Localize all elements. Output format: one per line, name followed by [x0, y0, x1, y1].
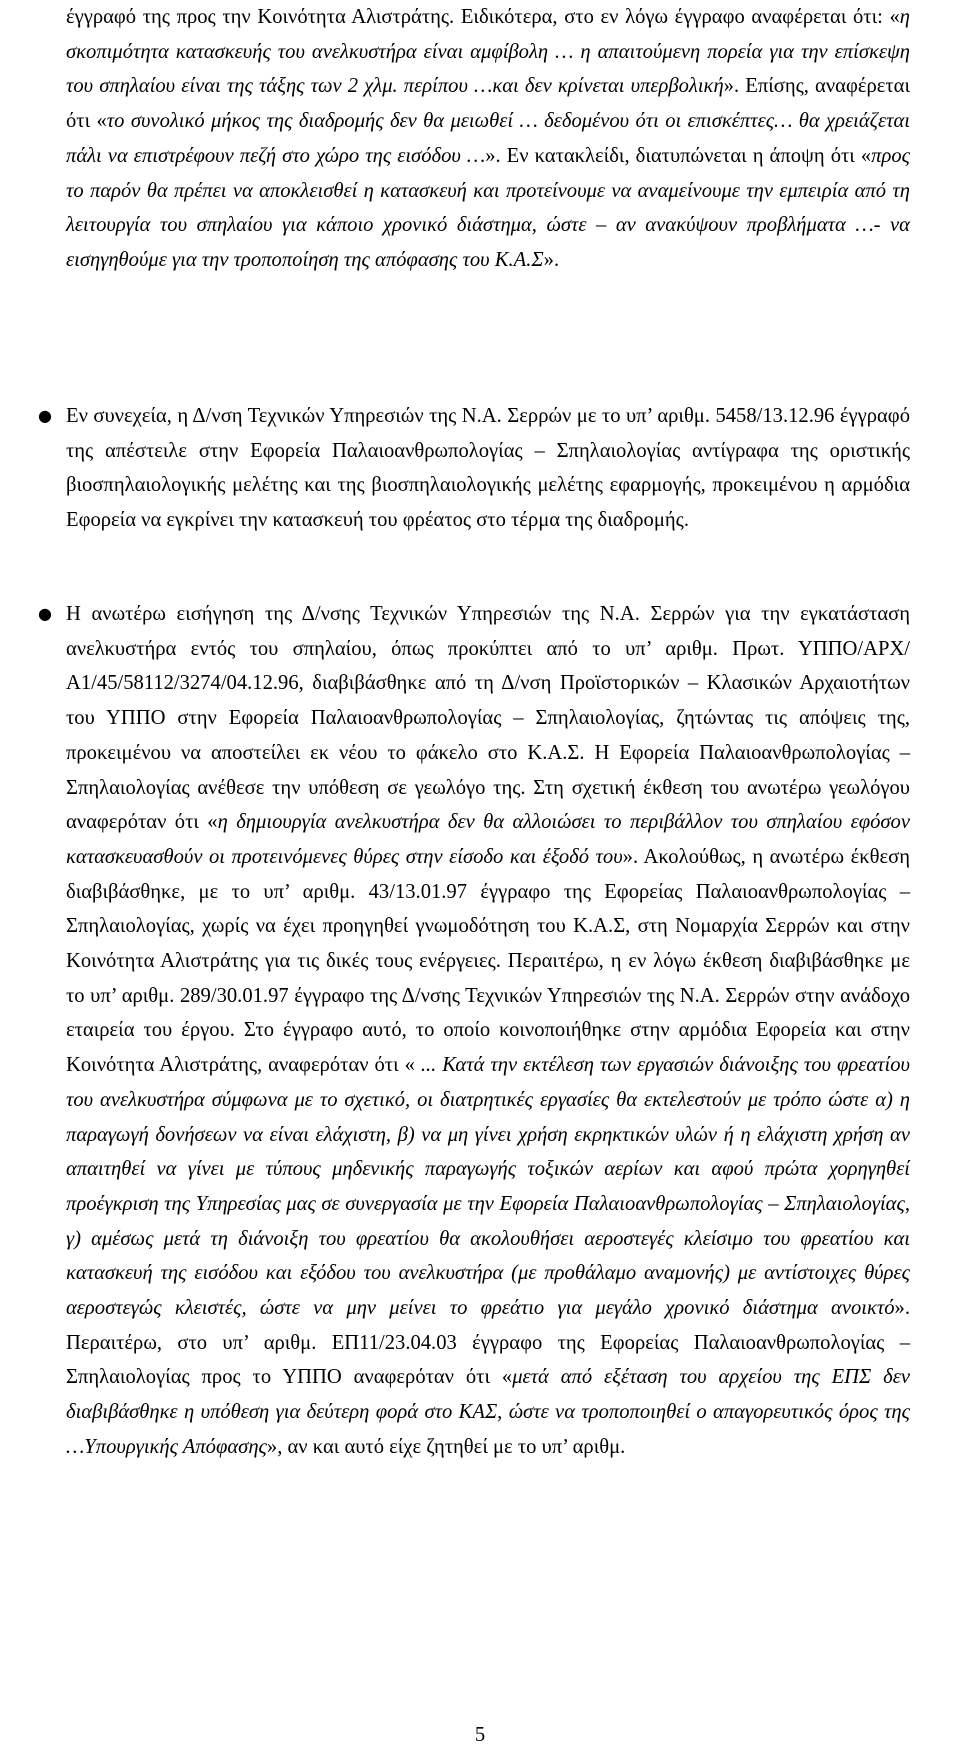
quoted-text: προς το παρόν θα πρέπει να αποκλεισθεί η κατασκευή και προτείνουμε να αναμείνουμε την εμπειρία από τη λειτουργία του σπηλαίου για κάποιο χρονικό διάστημα, ώστε – αν ανακύψουν προβλήματα …- να εισηγηθούμε για την τροποποίηση της απόφασης του Κ.Α.Σ	[66, 144, 910, 271]
body-text: ». Ακολούθως, η ανωτέρω έκθεση διαβιβάσθηκε, με το υπ’ αριθμ. 43/13.01.97 έγγραφο της Εφορείας Παλαιοανθρωπολογίας – Σπηλαιολογίας, χωρίς να έχει προηγηθεί γνωμοδότηση του Κ.Α.Σ, στη Νομαρχία Σερρών και στην Κοινότητα Αλιστράτης για τις δικές τους ενέργειες. Περαιτέρω, η εν λόγω έκθεση διαβιβάσθηκε με το υπ’ αριθμ. 289/30.01.97 έγγραφο της Δ/νσης Τεχνικών Υπηρεσιών της Ν.Α. Σερρών στην ανάδοχο εταιρεία του έργου. Στο έγγραφο αυτό, το οποίο κοινοποιήθηκε στην αρμόδια Εφορεία και στην Κοινότητα Αλιστράτης, αναφερόταν ότι «	[66, 845, 910, 1077]
body-text: Η ανωτέρω εισήγηση της Δ/νσης Τεχνικών Υπηρεσιών της Ν.Α. Σερρών για την εγκατάσταση ανελκυστήρα εντός του σπηλαίου, όπως προκύπτει από το υπ’ αριθμ. Πρωτ. ΥΠΠΟ/ΑΡΧ/Α1/45/58112/3274/04.12.96, διαβιβάσθηκε από τη Δ/νση Προϊστορικών – Κλασικών Αρχαιοτήτων του ΥΠΠΟ στην Εφορεία Παλαιοανθρωπολογίας – Σπηλαιολογίας, ζητώντας τις απόψεις της, προκειμένου να αποστείλει εκ νέου το φάκελο στο Κ.Α.Σ. Η Εφορεία Παλαιοανθρωπολογίας – Σπηλαιολογίας ανέθεσε την υπόθεση σε γεωλόγο της. Στη σχετική έκθεση του ανωτέρω γεωλόγου αναφερόταν ότι «	[66, 603, 910, 834]
bullet-paragraph-2	[66, 597, 910, 1465]
quoted-text: η δημιουργία ανελκυστήρα δεν θα αλλοιώσει το περιβάλλον του σπηλαίου εφόσον κατασκευασθούν οι προτεινόμενες θύρες στην είσοδο και έξοδό του	[66, 811, 910, 868]
body-text: », αν και αυτό είχε ζητηθεί με το υπ’ αριθμ.	[266, 1435, 626, 1458]
body-text: Εν συνεχεία, η Δ/νση Τεχνικών Υπηρεσιών της Ν.Α. Σερρών με το υπ’ αριθμ. 5458/13.12.96 έγγραφό της απέστειλε στην Εφορεία Παλαιοανθρωπολογίας – Σπηλαιολογίας αντίγραφα της οριστικής βιοσπηλαιολογικής μελέτης και της βιοσπηλαιολογικής μελέτης εφαρμογής, προκειμένου η αρμόδια Εφορεία να εγκρίνει την κατασκευή του φρέατος στο τέρμα της διαδρομής.	[66, 405, 910, 532]
bullet-paragraph-1	[66, 399, 910, 538]
bullet-marker: ●	[38, 406, 52, 425]
quoted-text: η σκοπιμότητα κατασκευής του ανελκυστήρα είναι αμφίβολη … η απαιτούμενη πορεία για την επίσκεψη του σπηλαίου είναι της τάξης των 2 χλμ. περίπου …και δεν κρίνεται υπερβολική	[66, 6, 910, 98]
quoted-text: μετά από εξέταση του αρχείου της ΕΠΣ δεν διαβιβάσθηκε η υπόθεση για δεύτερη φορά στο ΚΑΣ, ώστε να τροποποιηθεί ο απαγορευτικός όρος της …Υπουργικής Απόφασης	[66, 1366, 910, 1458]
bullet-marker: ●	[38, 604, 52, 623]
page-number: 5	[474, 1724, 486, 1746]
quoted-text: το συνολικό μήκος της διαδρομής δεν θα μειωθεί … δεδομένου ότι οι επισκέπτες… θα χρειάζεται πάλι να επιστρέφουν πεζή στο χώρο της εισόδου …	[66, 110, 910, 167]
body-text: έγγραφό της προς την Κοινότητα Αλιστράτης. Ειδικότερα, στο εν λόγω έγγραφο αναφέρεται ότι: «	[66, 6, 900, 28]
intro-paragraph	[66, 0, 910, 278]
body-text: ».	[543, 248, 560, 271]
body-text: ». Εν κατακλείδι, διατυπώνεται η άποψη ότι «	[485, 144, 872, 167]
body-text: ». Περαιτέρω, στο υπ’ αριθμ. ΕΠ11/23.04.03 έγγραφο της Εφορείας Παλαιοανθρωπολογίας – Σπηλαιολογίας προς το ΥΠΠΟ αναφερόταν ότι «	[66, 1297, 910, 1389]
body-text: ». Επίσης, αναφέρεται ότι «	[66, 75, 911, 133]
quoted-text: ... Κατά την εκτέλεση των εργασιών διάνοιξης του φρεατίου του ανελκυστήρα σύμφωνα με το σχετικό, οι διατρητικές εργασίες θα εκτελεστούν με τρόπο ώστε α) η παραγωγή δονήσεων να είναι ελάχιστη, β) να μη γίνει χρήση εκρηκτικών υλών ή η ελάχιστη χρήση αν απαιτηθεί να γίνει με τύπους μηδενικής παραγωγής τοξικών αερίων και αφού πρώτα χορηγηθεί προέγκριση της Υπηρεσίας μας σε συνεργασία με την Εφορεία Παλαιοανθρωπολογίας – Σπηλαιολογίας, γ) αμέσως μετά τη διάνοιξη του φρεατίου θα ακολουθήσει αεροστεγές κλείσιμο του φρεατίου και κατασκευή της εισόδου και εξόδου του ανελκυστήρα (με προθάλαμο αναμονής) με αντίστοιχες θύρες αεροστεγώς κλειστές, ώστε να μην μείνει το φρεάτιο για μεγάλο χρονικό διάστημα ανοικτό	[66, 1054, 910, 1320]
